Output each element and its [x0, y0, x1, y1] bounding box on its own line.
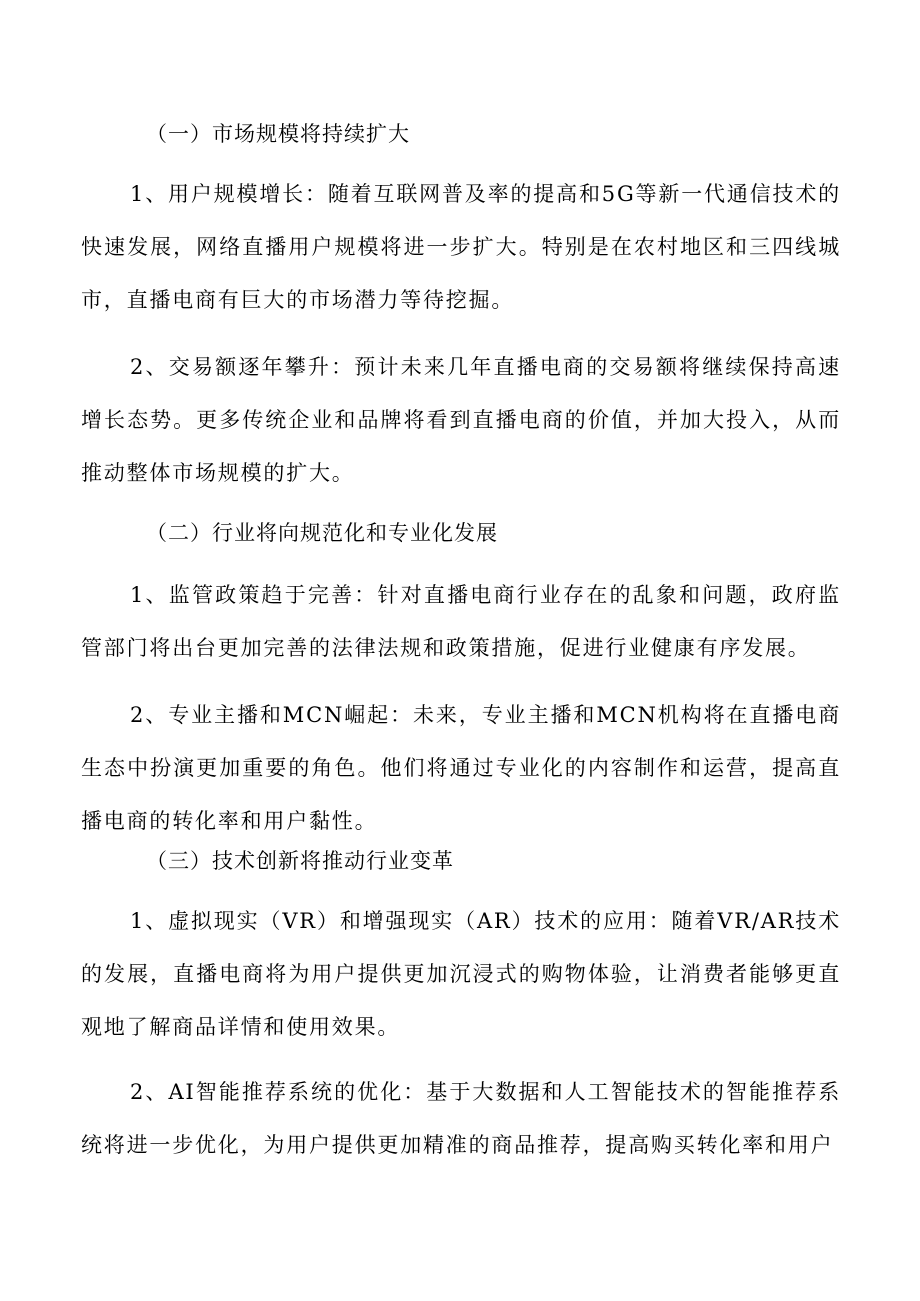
- section-heading-3: （三）技术创新将推动行业变革: [146, 849, 454, 873]
- paragraph-vr-ar: 1、虚拟现实（VR）和增强现实（AR）技术的应用：随着VR/AR技术的发展，直播电商将为用户提供更加沉浸式的购物体验，让消费者能够更直观地了解商品详情和使用效果。: [81, 909, 841, 1039]
- paragraph-regulation: 1、监管政策趋于完善：针对直播电商行业存在的乱象和问题，政府监管部门将出台更加完善的法律法规和政策措施，促进行业健康有序发展。: [81, 583, 841, 660]
- paragraph-transaction-growth: 2、交易额逐年攀升：预计未来几年直播电商的交易额将继续保持高速增长态势。更多传统企业和品牌将看到直播电商的价值，并加大投入，从而推动整体市场规模的扩大。: [81, 355, 841, 485]
- section-heading-1: （一）市场规模将持续扩大: [146, 122, 410, 146]
- paragraph-ai-recommendation: 2、AI智能推荐系统的优化：基于大数据和人工智能技术的智能推荐系统将进一步优化，为用户提供更加精准的商品推荐，提高购买转化率和用户: [81, 1080, 841, 1157]
- paragraph-mcn-rise: 2、专业主播和MCN崛起：未来，专业主播和MCN机构将在直播电商生态中扮演更加重要的角色。他们将通过专业化的内容制作和运营，提高直播电商的转化率和用户黏性。: [81, 703, 841, 833]
- section-heading-2: （二）行业将向规范化和专业化发展: [146, 521, 498, 545]
- paragraph-user-growth: 1、用户规模增长：随着互联网普及率的提高和5G等新一代通信技术的快速发展，网络直播用户规模将进一步扩大。特别是在农村地区和三四线城市，直播电商有巨大的市场潜力等待挖掘。: [81, 182, 841, 312]
